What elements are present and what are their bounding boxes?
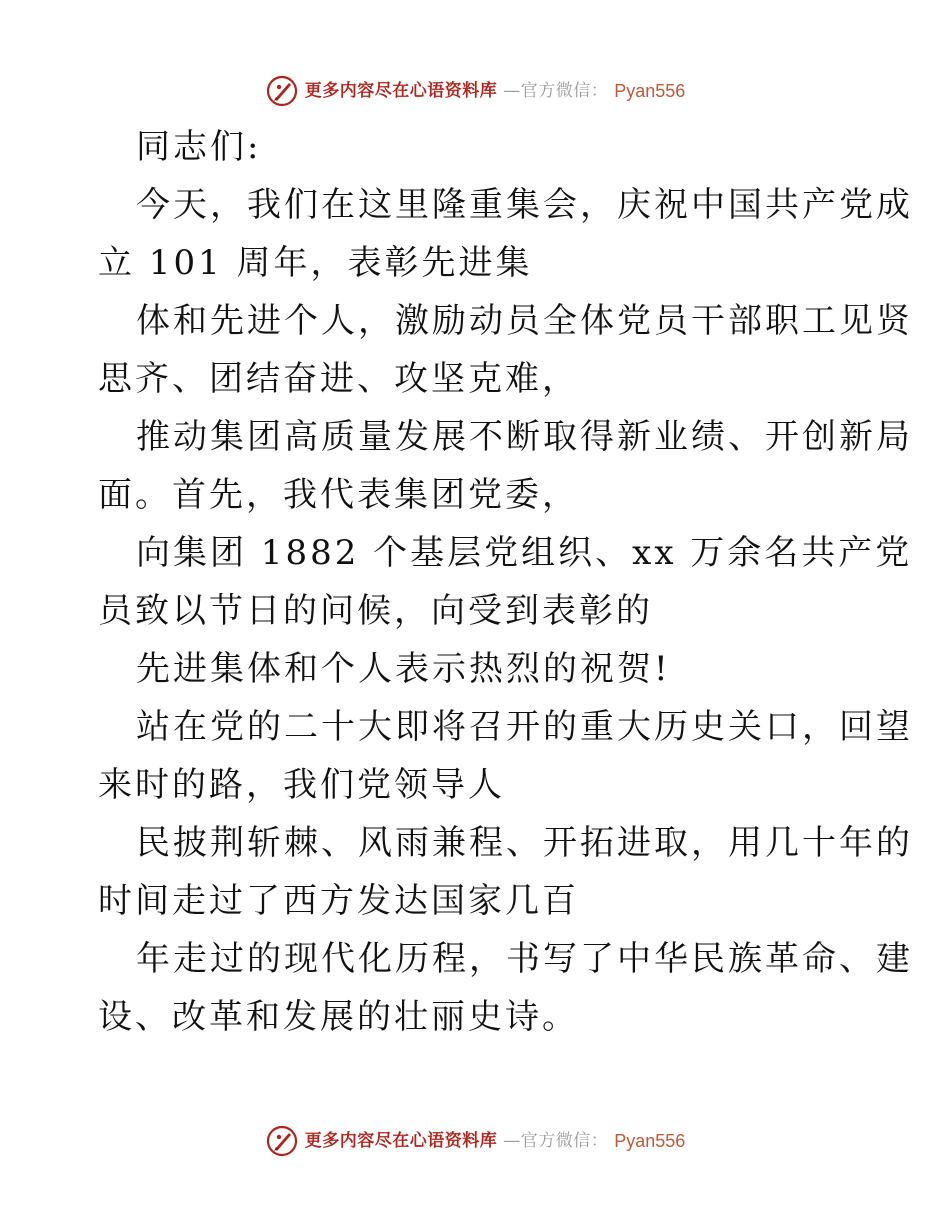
document-body (98, 118, 913, 1046)
text-line: 民披荆斩棘、风雨兼程、开拓进取，用几十年的 (136, 823, 913, 863)
text-line: 面。首先，我代表集团党委， (98, 475, 579, 515)
header-watermark (0, 71, 950, 111)
text-line: 思齐、团结奋进、攻坚克难， (98, 359, 579, 399)
text-line: 设、改革和发展的壮丽史诗。 (98, 997, 579, 1037)
watermark-wechat-id: Pyan556 (614, 1131, 686, 1151)
text-line: 站在党的二十大即将召开的重大历史关口，回望 (136, 707, 913, 747)
text-line: 员致以节日的问候，向受到表彰的 (98, 591, 653, 631)
text-line: 立 101 周年，表彰先进集 (98, 243, 533, 283)
watermark-brand: 更多内容尽在心语资料库 (304, 80, 498, 101)
text-line: 时间走过了西方发达国家几百 (98, 881, 579, 921)
quill-logo-icon (265, 74, 299, 108)
text-line: 同志们: (136, 127, 262, 167)
watermark-separator-label: —官方微信： (503, 1130, 609, 1151)
footer-watermark (0, 1121, 950, 1161)
text-line: 先进集体和个人表示热烈的祝贺! (136, 649, 671, 689)
quill-logo-icon (265, 1124, 299, 1158)
text-line: 体和先进个人，激励动员全体党员干部职工见贤 (136, 301, 913, 341)
watermark-separator-label: —官方微信： (503, 80, 609, 101)
text-line: 推动集团高质量发展不断取得新业绩、开创新局 (136, 417, 913, 457)
watermark-brand: 更多内容尽在心语资料库 (304, 1130, 498, 1151)
text-line: 来时的路，我们党领导人 (98, 765, 505, 805)
text-line: 今天，我们在这里隆重集会，庆祝中国共产党成 (136, 185, 913, 225)
watermark-wechat-id: Pyan556 (614, 81, 686, 101)
text-line: 年走过的现代化历程，书写了中华民族革命、建 (136, 939, 913, 979)
text-line: 向集团 1882 个基层党组织、xx 万余名共产党 (136, 533, 913, 573)
